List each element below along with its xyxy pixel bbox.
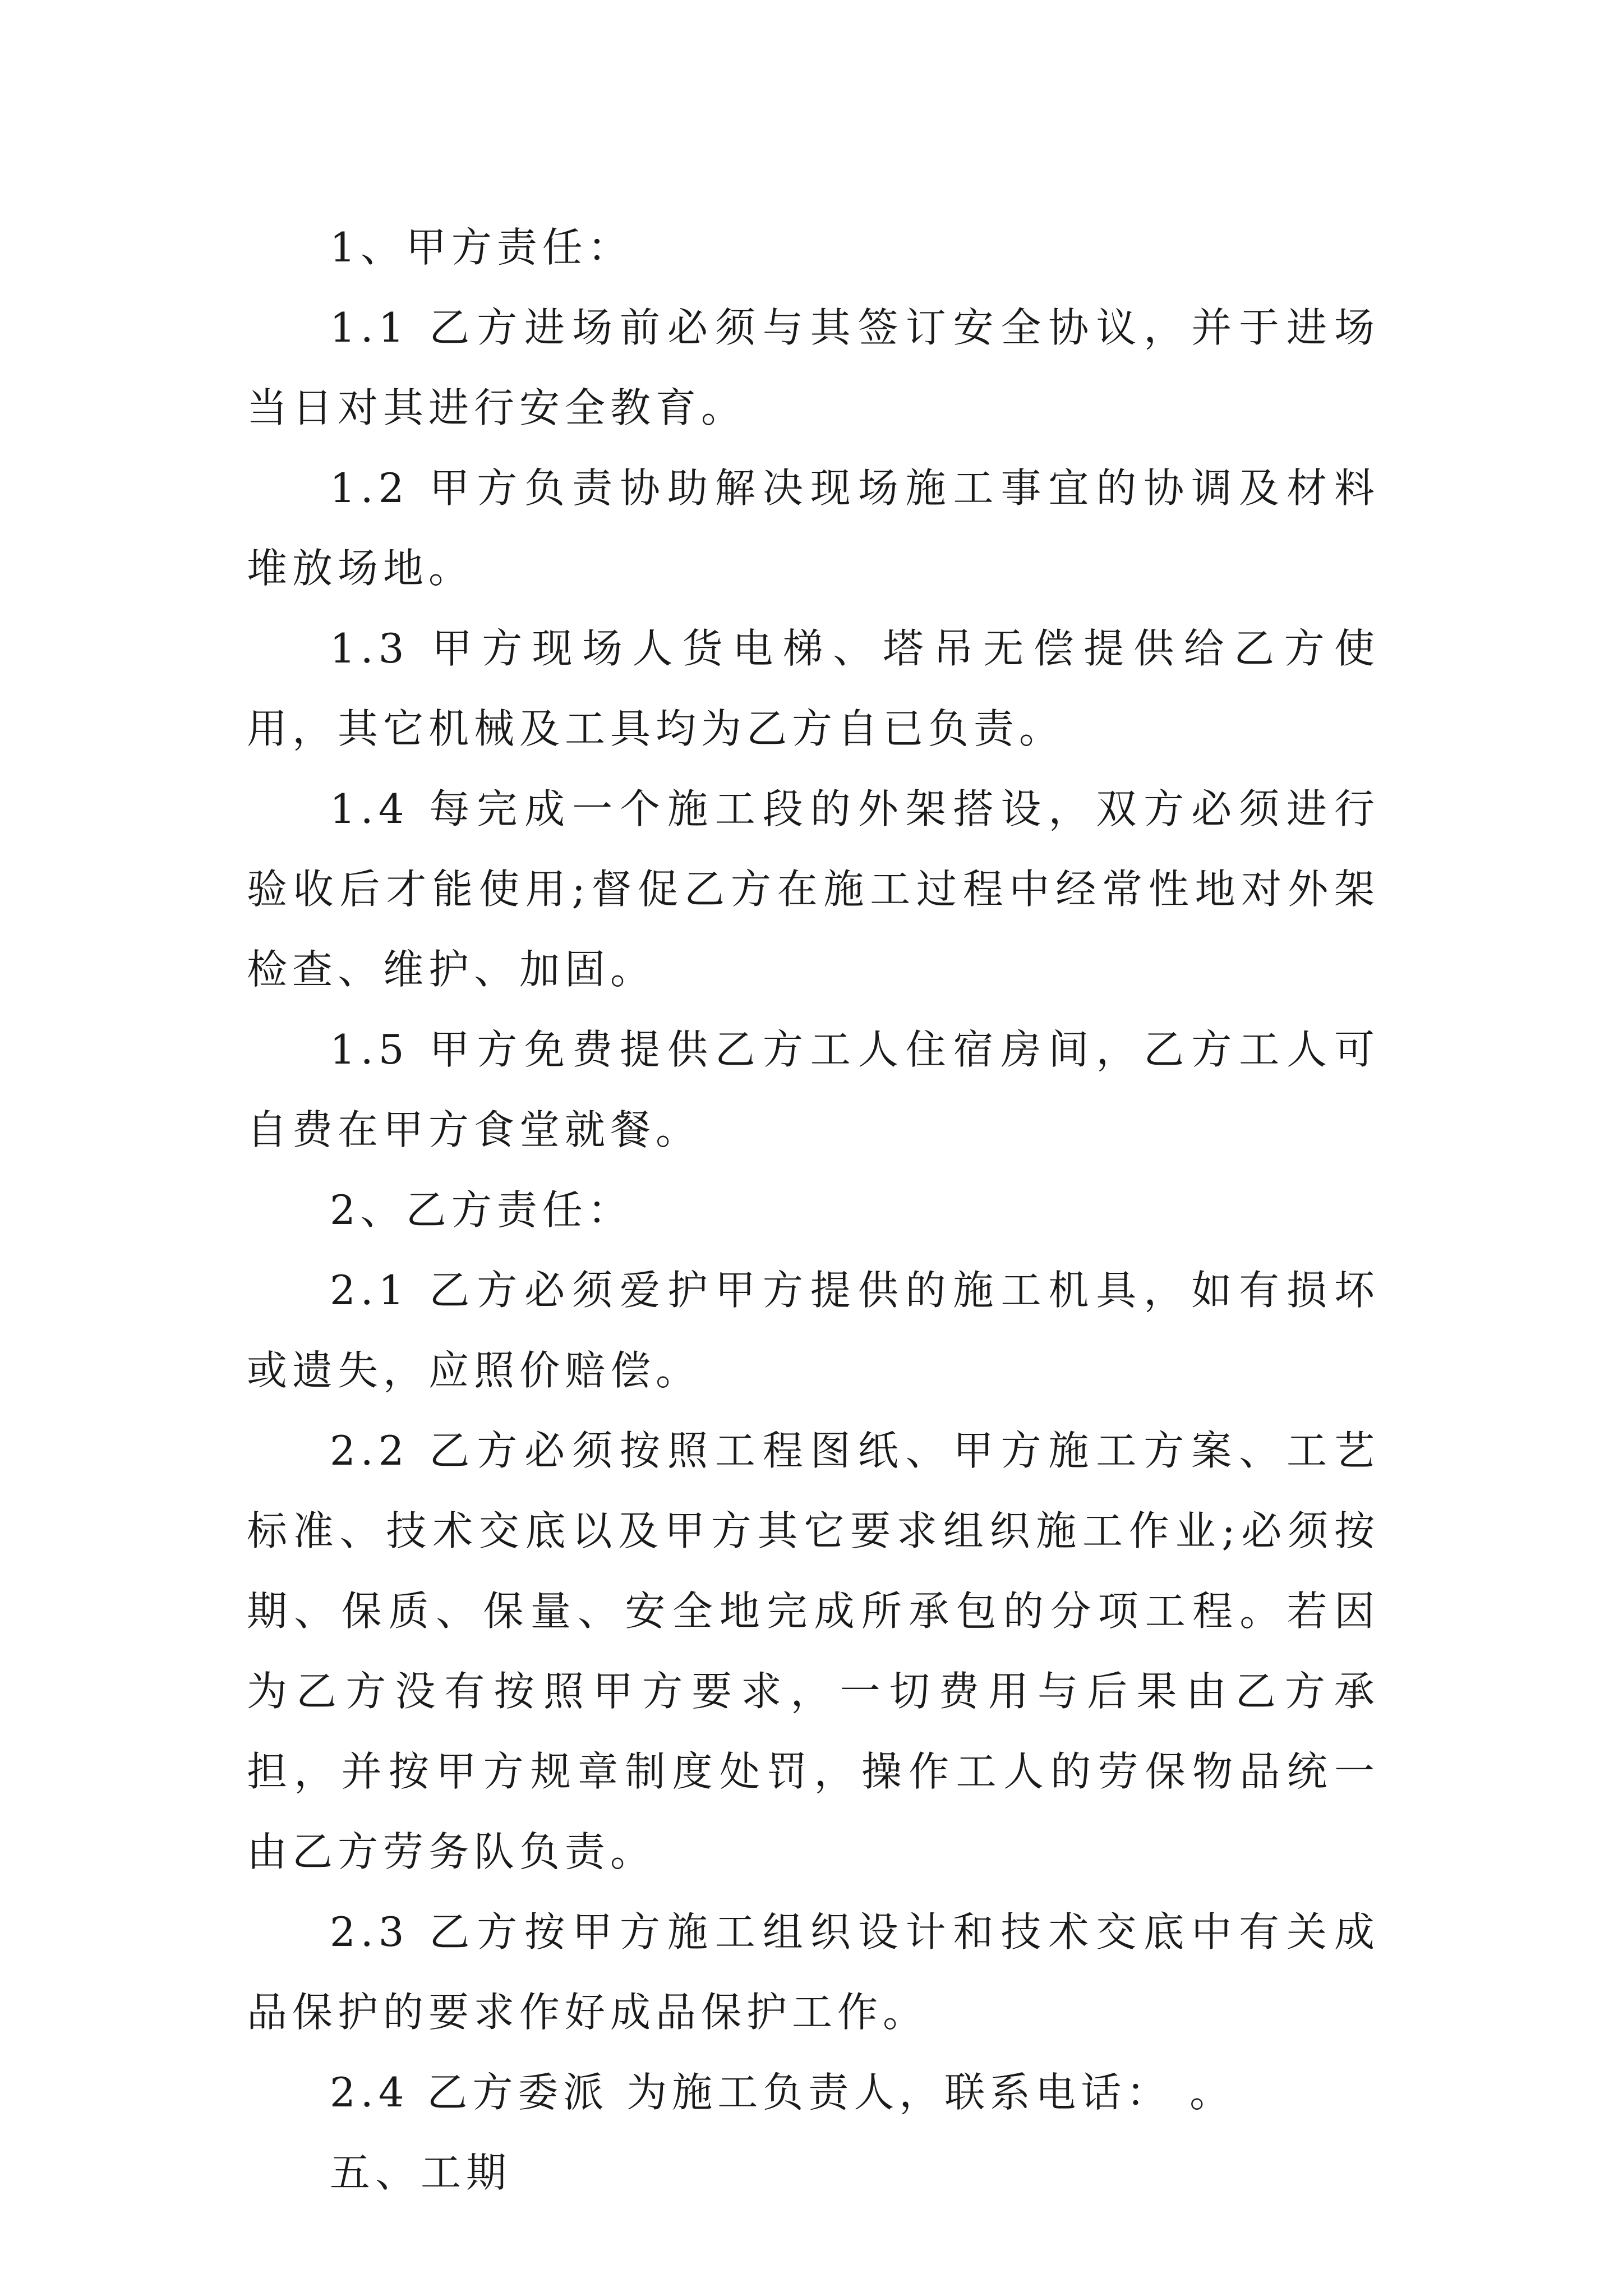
clause-2-3: 2.3 乙方按甲方施工组织设计和技术交底中有关成品保护的要求作好成品保护工作。 xyxy=(247,1908,1380,2036)
section-heading-schedule: 五、工期 xyxy=(330,2149,512,2196)
section-heading-party-a: 1、甲方责任： xyxy=(330,224,633,271)
clause-2-2: 2.2 乙方必须按照工程图纸、甲方施工方案、工艺标准、技术交底以及甲方其它要求组织施工作业;必须按期、保质、保量、安全地完成所承包的分项工程。若因为乙方没有按照甲方要求，一切费用与后果由乙方承担，并按甲方规章制度处罚，操作工人的劳保物品统一由乙方劳务队负责。 xyxy=(247,1427,1380,1875)
clause-1-2: 1.2 甲方负责协助解决现场施工事宜的协调及材料堆放场地。 xyxy=(247,464,1380,592)
document-body xyxy=(247,208,1380,2213)
section-heading-party-b: 2、乙方责任： xyxy=(330,1186,633,1234)
clause-2-4: 2.4 乙方委派 为施工负责人，联系电话： 。 xyxy=(330,2069,1235,2116)
clause-1-4: 1.4 每完成一个施工段的外架搭设，双方必须进行验收后才能使用;督促乙方在施工过程中经常性地对外架检查、维护、加固。 xyxy=(247,785,1380,993)
clause-1-5: 1.5 甲方免费提供乙方工人住宿房间，乙方工人可自费在甲方食堂就餐。 xyxy=(247,1026,1380,1153)
clause-1-3: 1.3 甲方现场人货电梯、塔吊无偿提供给乙方使用，其它机械及工具均为乙方自已负责。 xyxy=(247,625,1380,752)
clause-2-1: 2.1 乙方必须爱护甲方提供的施工机具，如有损坏或遗失，应照价赔偿。 xyxy=(247,1267,1380,1394)
clause-1-1: 1.1 乙方进场前必须与其签订安全协议，并于进场当日对其进行安全教育。 xyxy=(247,304,1380,431)
